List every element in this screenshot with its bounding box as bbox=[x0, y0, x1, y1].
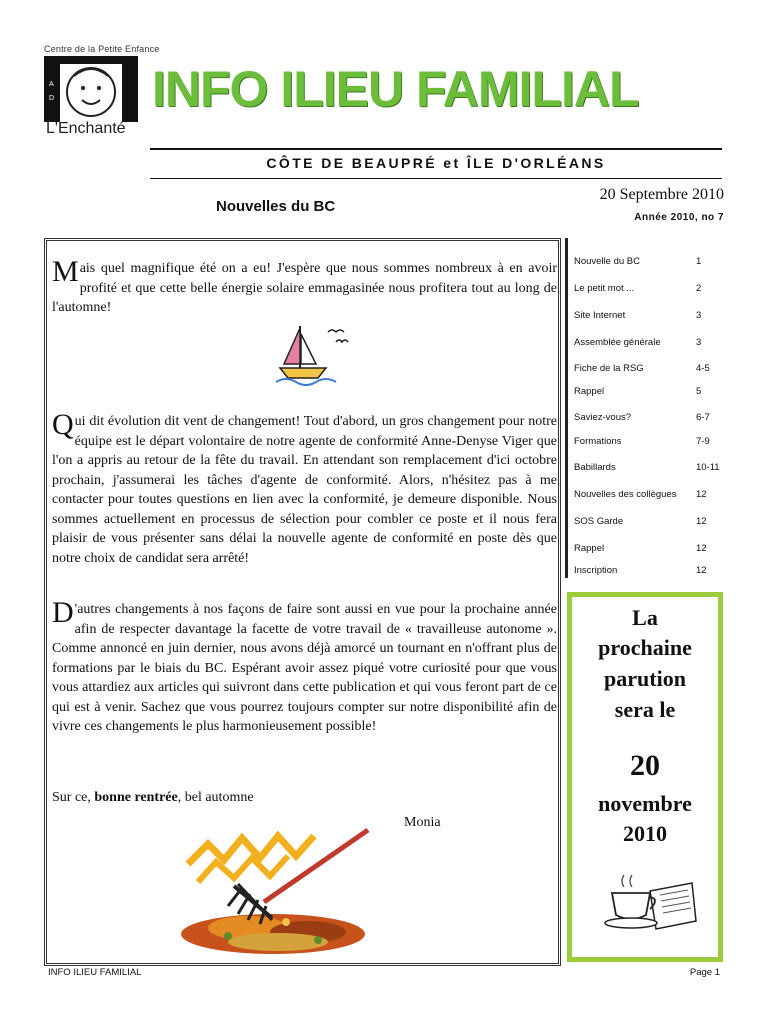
footer-title: INFO ILIEU FAMILIAL bbox=[48, 967, 142, 978]
paragraph-text: ais quel magnifique été on a eu! J'espère que nous sommes nombreux à en avoir profité et que cette belle énergie solaire emmagasinée nous profitera tout au long de l'automne! bbox=[52, 261, 557, 315]
toc-label: Rappel bbox=[574, 543, 605, 554]
toc-label: SOS Garde bbox=[574, 516, 624, 527]
toc-page: 3 bbox=[696, 337, 702, 348]
masthead-title: INFO ILIEU FAMILIAL bbox=[152, 61, 639, 117]
toc-item bbox=[574, 489, 714, 500]
drop-cap: Q bbox=[52, 408, 74, 441]
toc-label: Fiche de la RSG bbox=[574, 363, 644, 374]
header-rule-top bbox=[150, 148, 722, 150]
toc-item bbox=[574, 310, 714, 321]
next-issue-line-1: La bbox=[632, 605, 658, 630]
closing-text: Sur ce, bbox=[52, 790, 95, 805]
toc-label: Saviez-vous? bbox=[574, 412, 632, 423]
toc-page: 5 bbox=[696, 386, 702, 397]
toc-item bbox=[574, 436, 714, 447]
toc-item bbox=[574, 363, 714, 374]
toc-page: 6-7 bbox=[696, 412, 710, 423]
svg-text:A: A bbox=[49, 81, 54, 88]
toc-page: 10-11 bbox=[696, 462, 720, 473]
closing-text-end: , bel automne bbox=[177, 790, 254, 805]
toc-page: 3 bbox=[696, 310, 702, 321]
paragraph-3 bbox=[52, 596, 557, 737]
toc-page: 12 bbox=[696, 565, 707, 576]
next-issue-line-4: sera le bbox=[614, 697, 676, 722]
toc-page: 1 bbox=[696, 256, 702, 267]
next-issue-line-2: prochaine bbox=[598, 635, 692, 660]
toc-label: Babillards bbox=[574, 462, 616, 473]
issue-date: 20 Septembre 2010 bbox=[599, 186, 724, 203]
toc-label: Formations bbox=[574, 436, 622, 447]
drop-cap: M bbox=[52, 255, 79, 288]
next-issue-day: 20 bbox=[630, 749, 660, 782]
toc-item bbox=[574, 565, 714, 576]
drop-cap: D bbox=[52, 596, 74, 629]
toc-label: Inscription bbox=[574, 565, 618, 576]
toc-item bbox=[574, 543, 714, 554]
toc-page: 12 bbox=[696, 516, 707, 527]
header-rule-bottom bbox=[150, 178, 722, 179]
toc-item bbox=[574, 462, 720, 473]
toc-page: 2 bbox=[696, 283, 702, 294]
logo-organization-text: Centre de la Petite Enfance bbox=[44, 44, 160, 54]
svg-text:D: D bbox=[49, 95, 55, 102]
next-issue-box bbox=[567, 592, 723, 962]
issue-number: Année 2010, no 7 bbox=[634, 212, 724, 223]
toc-page: 4-5 bbox=[696, 363, 710, 374]
toc-label: Nouvelles des collègues bbox=[574, 489, 677, 500]
toc-page: 12 bbox=[696, 489, 707, 500]
sailboat-clipart bbox=[276, 320, 358, 390]
logo-name: L'Enchanté bbox=[46, 120, 126, 137]
coffee-newspaper-icon bbox=[602, 869, 698, 933]
toc-label: Nouvelle du BC bbox=[574, 256, 641, 267]
signature: Monia bbox=[404, 815, 441, 830]
toc-item bbox=[574, 386, 714, 397]
toc-divider bbox=[565, 238, 568, 578]
next-issue-line-3: parution bbox=[604, 666, 686, 691]
paragraph-1 bbox=[52, 255, 557, 318]
toc-label: Le petit mot ... bbox=[574, 283, 635, 294]
toc-label: Rappel bbox=[574, 386, 605, 397]
closing-bold: bonne rentrée bbox=[94, 790, 178, 805]
toc-page: 7-9 bbox=[696, 436, 710, 447]
toc-item bbox=[574, 337, 714, 348]
region-subtitle: CÔTE DE BEAUPRÉ et ÎLE D'ORLÉANS bbox=[266, 155, 606, 171]
rake-leaves-clipart bbox=[168, 824, 378, 960]
toc-item bbox=[574, 516, 714, 527]
section-title: Nouvelles du BC bbox=[216, 198, 336, 215]
paragraph-text: ui dit évolution dit vent de changement! Tout d'abord, un gros changement pour notre équipe est le départ volontaire de notre agente de conformité Anne-Denyse Viger que l'on a appris au retour de la fête du travail. En attendant son remplacement d'ici octobre prochain, j'assumerai les tâches d'agente de conformité. Alors, n'hésitez pas à me contacter pour toutes questions en lien avec la conformité, je demeure disponible. Nous sommes actuellement en processus de sélection pour combler ce poste et il nous fera plaisir de vous présenter sans délai la nouvelle agente de conformité en poste dès que notre choix de candidat sera arrêté! bbox=[52, 414, 557, 566]
paragraph-text: 'autres changements à nos façons de faire sont aussi en vue pour la prochaine année afin de respecter davantage la facette de votre travail de « travailleuse autonome ». Comme annoncé en juin dernier, nous avons déjà amorcé un tournant en n'offrant plus de formations par le biais du BC. Espérant avoir assez piqué votre curiosité pour que vous vous attardiez aux articles qui suivront dans cette publication et qui vous feront part de ce qui est à venir. Sachez que vous pourrez toujours compter sur notre disponibilité afin de vivre ces changements le plus harmonieusement possible! bbox=[52, 602, 557, 734]
next-issue-month: novembre bbox=[598, 791, 692, 816]
toc-item bbox=[574, 256, 714, 267]
paragraph-2 bbox=[52, 408, 557, 568]
page-number: Page 1 bbox=[689, 967, 720, 978]
next-issue-year: 2010 bbox=[623, 821, 667, 846]
toc-label: Site Internet bbox=[574, 310, 626, 321]
toc-page: 12 bbox=[696, 543, 707, 554]
logo-image bbox=[44, 56, 138, 122]
closing-line bbox=[52, 790, 254, 806]
toc-item bbox=[574, 283, 714, 294]
toc-label: Assemblée générale bbox=[574, 337, 661, 348]
toc-item bbox=[574, 412, 714, 423]
